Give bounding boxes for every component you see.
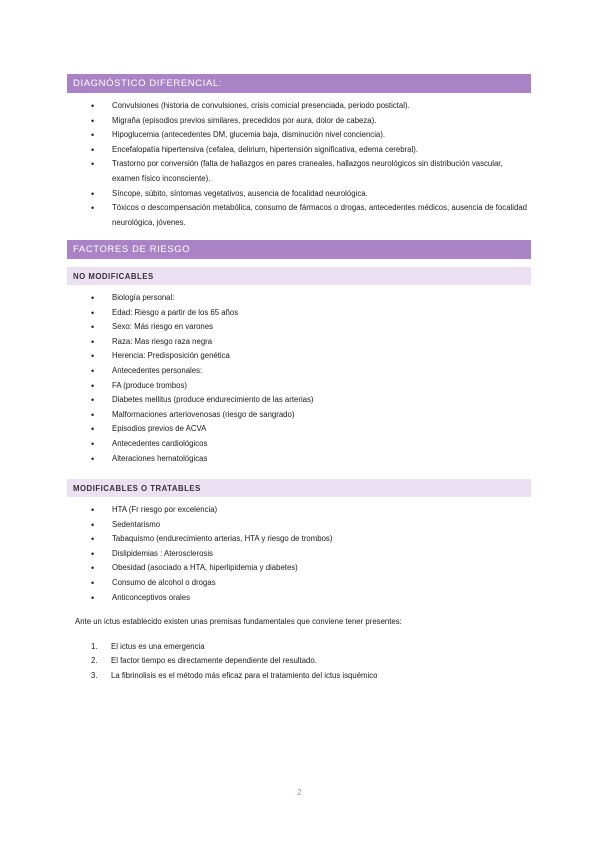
list-item: • Tóxicos o descompensación metabólica, consumo de fármacos o drogas, antecedentes médicos, ausencia de focalidad neurológica, jóvenes. <box>91 201 527 230</box>
no-modificables-list <box>91 291 511 466</box>
list-item: • Hipoglucemia (antecedentes DM, glucemia baja, disminución nivel conciencia). <box>91 128 527 143</box>
list-item: • Síncope, súbito, síntomas vegetativos, ausencia de focalidad neurológica. <box>91 187 527 202</box>
list-item: • Sexo: Más riesgo en varones <box>91 320 511 335</box>
no-modificables-title: NO MODIFICABLES <box>73 271 154 281</box>
page-number: 2 <box>297 788 302 797</box>
list-item: • HTA (Fr riesgo por excelencia) <box>91 503 511 518</box>
list-item: • Biología personal: <box>91 291 511 306</box>
list-item: • Edad: Riesgo a partir de los 65 años <box>91 306 511 321</box>
list-item: • FA (produce trombos) <box>91 379 511 394</box>
list-item: 1. El ictus es una emergencia <box>91 640 511 654</box>
list-item: • Anticonceptivos orales <box>91 591 511 606</box>
list-number: 3. <box>91 670 98 680</box>
factores-title: FACTORES DE RIESGO <box>73 244 191 255</box>
list-item: • Convulsiones (historia de convulsiones, crisis comicial presenciada, periodo postictal). <box>91 99 527 114</box>
list-item: • Episodios previos de ACVA <box>91 422 511 437</box>
modificables-title: MODIFICABLES O TRATABLES <box>73 483 201 493</box>
list-item: • Antecedentes personales: <box>91 364 511 379</box>
diagnostico-title: DIAGNÓSTICO DIFERENCIAL: <box>73 78 223 89</box>
list-item: • Migraña (episodios previos similares, precedidos por aura, dolor de cabeza). <box>91 114 527 129</box>
list-item: • Dislipidemias : Aterosclerosis <box>91 547 511 562</box>
modificables-list <box>91 503 511 605</box>
list-item: • Tabaquismo (endurecimiento arterias, HTA y riesgo de trombos) <box>91 532 511 547</box>
list-item: 2. El factor tiempo es directamente dependiente del resultado. <box>91 654 511 668</box>
list-number: 1. <box>91 642 98 651</box>
list-item: • Alteraciones hematológicas <box>91 452 511 467</box>
diagnostico-header <box>67 74 531 93</box>
list-item: • Encefalopatía hipertensiva (cefalea, delirium, hipertensión significativa, edema cerebral). <box>91 143 527 158</box>
list-item: • Trastorno por conversión (falta de hallazgos en pares craneales, hallazgos neurológicos sin distribución vascular, examen físico inconsciente). <box>91 157 527 186</box>
list-item: 3. La fibrinolisis es el método más eficaz para el tratamiento del ictus isquémico <box>91 669 511 683</box>
list-item: • Raza: Mas riesgo raza negra <box>91 335 511 350</box>
list-item: • Consumo de alcohol o drogas <box>91 576 511 591</box>
no-modificables-header <box>67 267 531 285</box>
list-item: • Diabetes mellitus (produce endurecimiento de las arterias) <box>91 393 511 408</box>
factores-header <box>67 240 531 259</box>
list-number: 2. <box>91 656 98 666</box>
premisas-list <box>91 640 511 683</box>
list-item: • Obesidad (asociado a HTA, hiperlipidemia y diabetes) <box>91 561 511 576</box>
list-item: • Herencia: Predisposición genética <box>91 349 511 364</box>
list-item: • Malformaciones arteriovenosas (riesgo de sangrado) <box>91 408 511 423</box>
list-item: • Sedentarismo <box>91 518 511 533</box>
premisas-intro: Ante un ictus establecido existen unas premisas fundamentales que conviene tener presentes: <box>75 617 402 626</box>
modificables-header <box>67 479 531 497</box>
list-item: • Antecedentes cardiológicos <box>91 437 511 452</box>
diagnostico-list <box>91 99 527 230</box>
